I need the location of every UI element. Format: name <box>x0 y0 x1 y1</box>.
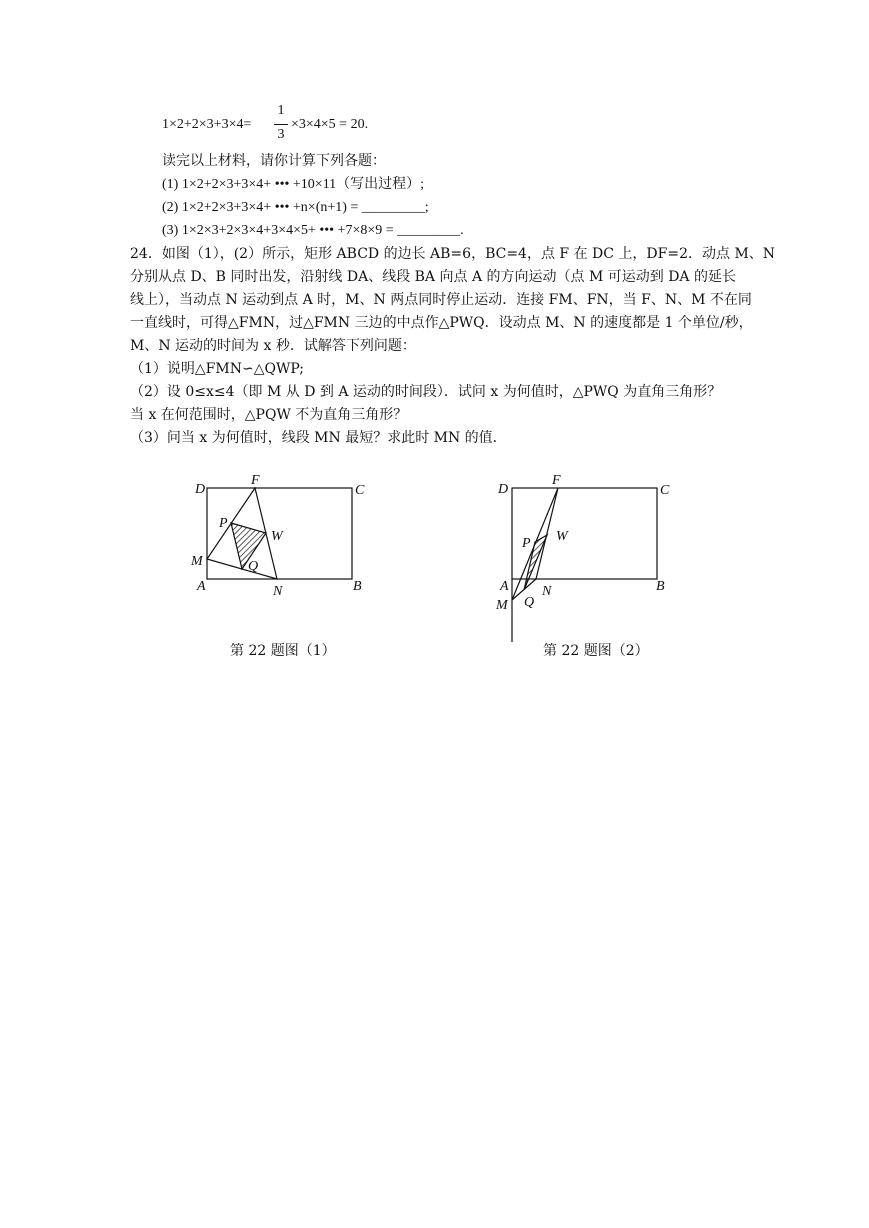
figure-1 <box>185 470 385 605</box>
fig1-label-w: W <box>271 529 283 544</box>
fig1-label-q: Q <box>248 559 259 574</box>
fig1-label-a: A <box>197 579 206 594</box>
q24-sub-3: 当 x 在何范围时，△PQW 不为直角三角形？ <box>130 407 408 423</box>
q24-line-2: 分别从点 D、B 同时出发，沿射线 DA、线段 BA 向点 A 的方向运动（点 M 可运动到 DA 的延长 <box>130 269 736 285</box>
figure-2 <box>490 470 690 645</box>
q24-sub-2: （2）设 0≤x≤4（即 M 从 D 到 A 运动的时间段）．试问 x 为何值时，△PWQ 为直角三角形？ <box>130 384 722 400</box>
q24-line-5: M、N 运动的时间为 x 秒．试解答下列问题： <box>130 338 416 354</box>
fig2-label-d: D <box>498 482 509 497</box>
figure-2-caption: 第 22 题图（2） <box>543 643 649 659</box>
fraction-denominator: 3 <box>277 127 285 142</box>
fig2-label-q: Q <box>524 595 535 610</box>
material-formula-left: 1×2+2×3+3×4= <box>162 117 252 132</box>
fig1-label-m: M <box>191 554 203 569</box>
fig2-label-n: N <box>542 584 552 599</box>
item-3: (3) 1×2×3+2×3×4+3×4×5+ ••• +7×8×9 = _________. <box>162 223 464 238</box>
fraction-numerator: 1 <box>277 103 285 118</box>
fig1-label-p: P <box>219 516 228 531</box>
fig1-label-f: F <box>251 473 260 488</box>
fig2-label-f: F <box>552 473 561 488</box>
q24-sub-4: （3）问当 x 为何值时，线段 MN 最短？求此时 MN 的值． <box>130 430 507 446</box>
fig1-label-c: C <box>355 483 365 498</box>
fig2-label-w: W <box>556 529 568 544</box>
q24-line-3: 线上），当动点 N 运动到点 A 时，M、N 两点同时停止运动．连接 FM、FN，当 F、N、M 不在同 <box>130 292 752 308</box>
fig2-label-a: A <box>500 579 509 594</box>
fraction-bar <box>274 124 288 125</box>
item-1: (1) 1×2+2×3+3×4+ ••• +10×11（写出过程）; <box>162 177 425 192</box>
q24-sub-1: （1）说明△FMN∽△QWP; <box>130 361 304 377</box>
figure-1-caption: 第 22 题图（1） <box>230 643 336 659</box>
intro-text: 读完以上材料，请你计算下列各题： <box>162 153 386 169</box>
fig2-label-b: B <box>656 579 665 594</box>
fig2-label-m: M <box>496 598 508 613</box>
item-2: (2) 1×2+2×3+3×4+ ••• +n×(n+1) = _________; <box>162 200 429 215</box>
fig1-label-n: N <box>273 584 283 599</box>
fig1-label-d: D <box>195 482 206 497</box>
fig2-label-c: C <box>660 483 670 498</box>
fig1-label-b: B <box>353 579 362 594</box>
material-formula-right: ×3×4×5 = 20. <box>291 117 369 132</box>
q24-line-1: 24．如图（1），(2）所示，矩形 ABCD 的边长 AB=6，BC=4，点 F 在 DC 上，DF=2．动点 M、N <box>130 246 776 262</box>
fig2-label-p: P <box>522 536 531 551</box>
q24-line-4: 一直线时，可得△FMN，过△FMN 三边的中点作△PWQ．设动点 M、N 的速度都是 1 个单位/秒， <box>130 315 753 331</box>
